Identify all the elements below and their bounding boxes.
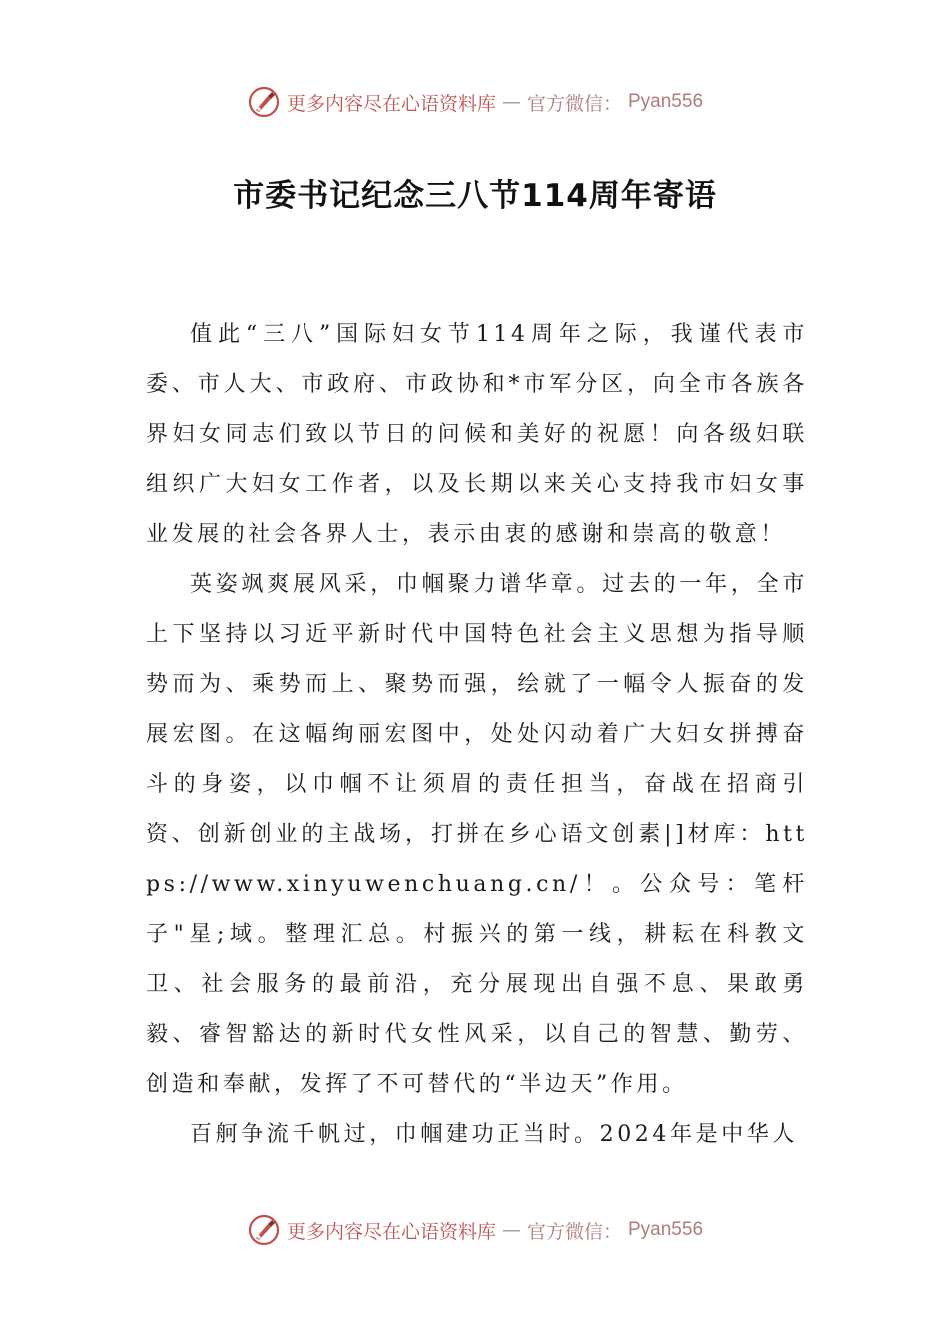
banner-wechat-id: Pyan556 [628, 1219, 704, 1240]
document-body [146, 310, 808, 1160]
document-title: 市委书记纪念三八节114周年寄语 [233, 178, 717, 214]
paragraph-1: 值此“三八”国际妇女节114周年之际，我谨代表市委、市人大、市政府、市政协和*市军分区，向全市各族各界妇女同志们致以节日的问候和美好的祝愿！向各级妇联组织广大妇女工作者，以及长期以来关心支持我市妇女事业发展的社会各界人士，表示由衷的感谢和崇高的敬意！ [146, 322, 808, 547]
banner-separator: — [501, 1219, 521, 1241]
banner-slogan: 更多内容尽在心语资料库 [286, 92, 496, 115]
paragraph-2: 英姿飒爽展风采，巾帼聚力谱华章。过去的一年，全市上下坚持以习近平新时代中国特色社会主义思想为指导顺势而为、乘势而上、聚势而强，绘就了一幅令人振奋的发展宏图。在这幅绚丽宏图中，处处闪动着广大妇女拼搏奋斗的身姿，以巾帼不让须眉的责任担当，奋战在招商引资、创新创业的主战场，打拼在乡心语文创素|]材库：https://www.xinyuwenchuang.cn/！。公众号：笔杆子"星;域。整理汇总。村振兴的第一线，耕耘在科教文卫、社会服务的最前沿，充分展现出自强不息、果敢勇毅、睿智豁达的新时代女性风采，以自己的智慧、勤劳、创造和奉献，发挥了不可替代的“半边天”作用。 [146, 572, 808, 1097]
banner-wechat-label: 官方微信： [526, 92, 622, 115]
pen-nib-logo-icon [247, 85, 281, 119]
header-watermark-banner [0, 82, 950, 122]
paragraph-3: 百舸争流千帆过，巾帼建功正当时。2024年是中华人 [190, 1122, 798, 1147]
pen-nib-logo-icon [247, 1213, 281, 1247]
banner-separator: — [501, 91, 521, 113]
footer-watermark-banner [0, 1210, 950, 1250]
banner-slogan: 更多内容尽在心语资料库 [286, 1220, 496, 1243]
banner-wechat-label: 官方微信： [526, 1220, 622, 1243]
banner-wechat-id: Pyan556 [628, 91, 704, 112]
